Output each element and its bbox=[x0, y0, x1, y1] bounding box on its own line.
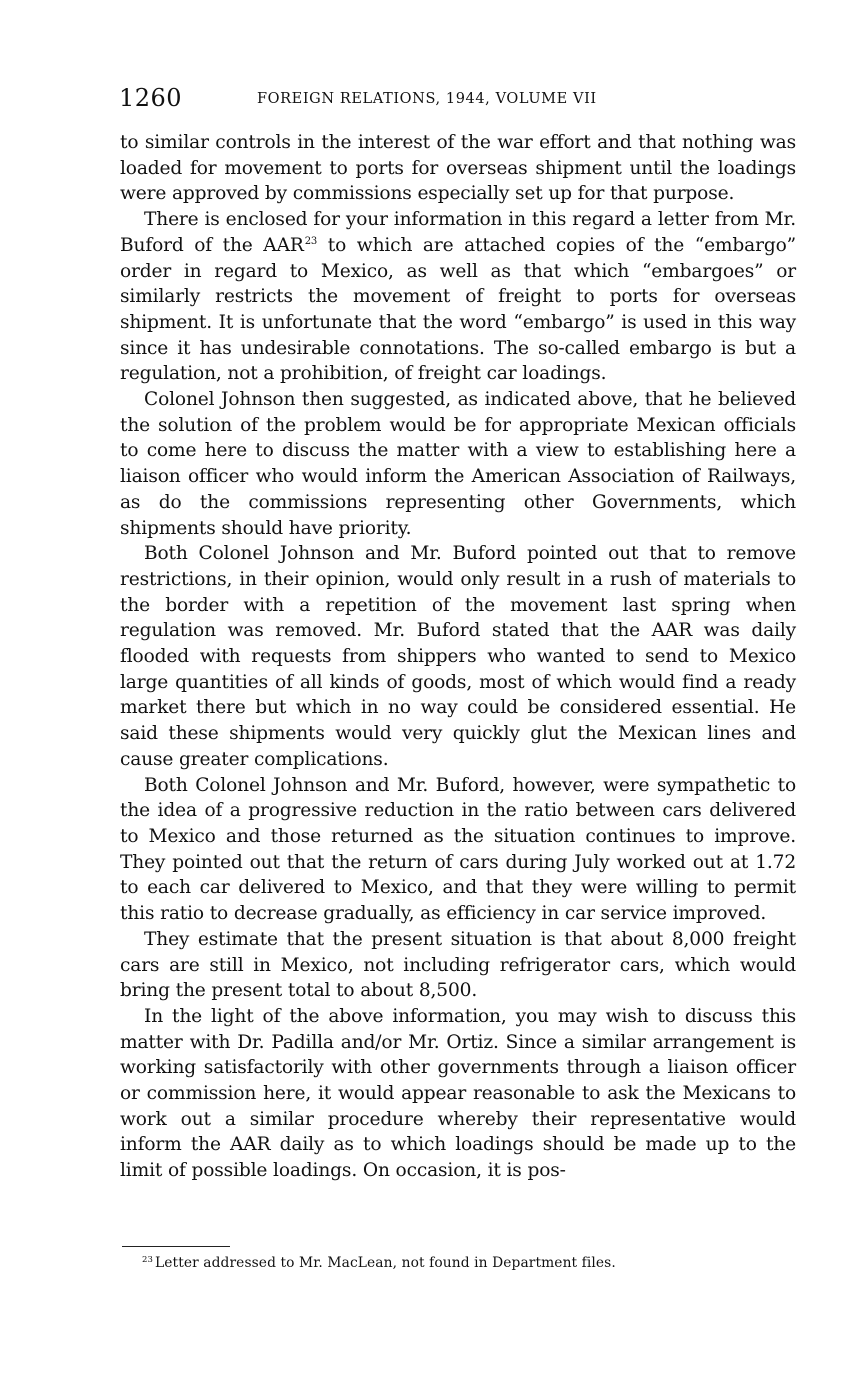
paragraph-7: In the light of the above information, you may wish to discuss this matter with Dr. Padilla and/or Mr. Ortiz. Since a similar arrangement is working satisfactorily with other governments through a liaison officer or commission here, it would appear reasonable to ask the Mexicans to work out a similar procedure whereby their representative would inform the AAR daily as to which loadings should be made up to the limit of possible loadings. On occasion, it is pos- bbox=[120, 1005, 796, 1182]
page-number: 1260 bbox=[119, 84, 183, 112]
paragraph-6: They estimate that the present situation is that about 8,000 freight cars are still in Mexico, not including refrigerator cars, which would bring the present total to about 8,500. bbox=[120, 928, 796, 1002]
footnote-mark: 23 bbox=[142, 1255, 154, 1265]
paragraph-2-text-b: to which are attached copies of the “embargo” order in regard to Mexico, as well as that which “embargoes” or similarly restricts the movement of freight to ports for overseas shipment. It is unfortunate that the word “embargo” is used in this way since it has undesirable connotations. The so-called embargo is but a regulation, not a prohibition, of freight car loadings. bbox=[120, 234, 796, 385]
paragraph-2-text-a: There is enclosed for your information in this regard a letter from Mr. Buford of the AAR bbox=[120, 209, 796, 256]
page-header bbox=[119, 84, 795, 114]
paragraph-5: Both Colonel Johnson and Mr. Buford, however, were sympathetic to the idea of a progressive reduction in the ratio between cars delivered to Mexico and those returned as the situation continues to improve. They pointed out that the return of cars during July worked out at 1.72 to each car delivered to Mexico, and that they were willing to permit this ratio to decrease gradually, as efficiency in car service improved. bbox=[120, 774, 796, 925]
paragraph-2 bbox=[120, 207, 796, 387]
running-head: FOREIGN RELATIONS, 1944, VOLUME VII bbox=[257, 91, 597, 107]
footnote-text: Letter addressed to Mr. MacLean, not found in Department files. bbox=[155, 1255, 616, 1271]
paragraph-3: Colonel Johnson then suggested, as indicated above, that he believed the solution of the problem would be for appropriate Mexican officials to come here to discuss the matter with a view to establishing here a liaison officer who would inform the American Association of Railways, as do the commissions representing other Governments, which shipments should have priority. bbox=[120, 389, 796, 539]
paragraph-4: Both Colonel Johnson and Mr. Buford pointed out that to remove restrictions, in their opinion, would only result in a rush of materials to the border with a repetition of the movement last spring when regulation was removed. Mr. Buford stated that the AAR was daily flooded with requests from shippers who wanted to send to Mexico large quantities of all kinds of goods, most of which would find a ready market there but which in no way could be considered essential. He said these shipments would very quickly glut the Mexican lines and cause greater complications. bbox=[120, 543, 796, 770]
footnote-reference: 23 bbox=[304, 235, 318, 247]
paragraph-1: to similar controls in the interest of the war effort and that nothing was loaded for movement to ports for overseas shipment until the loadings were approved by commissions especially set up for that purpose. bbox=[120, 132, 796, 205]
footnote-divider bbox=[122, 1246, 230, 1247]
footnote bbox=[142, 1255, 616, 1271]
body-text bbox=[120, 130, 796, 1184]
